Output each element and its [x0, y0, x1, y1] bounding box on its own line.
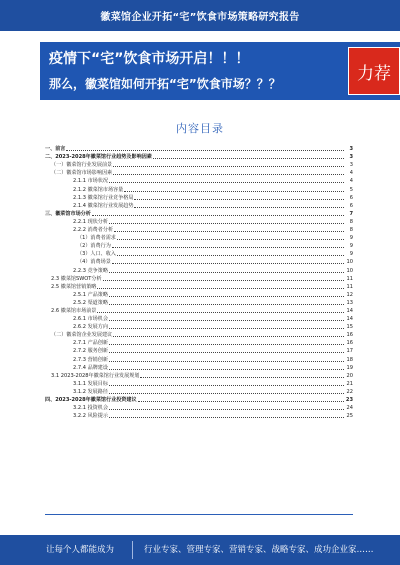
toc-entry-label: （二）徽菜馆市场影响因素	[51, 170, 113, 177]
toc-entry-label: （3）人口、收入	[77, 251, 116, 258]
footer-slogan: 让每个人都能成为	[46, 545, 115, 555]
toc-entry-page: 11	[346, 275, 353, 282]
toc-entry[interactable]	[45, 395, 353, 403]
toc-leader-dots	[97, 312, 344, 313]
brand-badge-label: 力荐	[357, 63, 391, 84]
toc-leader-dots	[103, 280, 344, 281]
toc-entry[interactable]	[45, 233, 353, 241]
toc-entry-page: 7	[349, 210, 353, 217]
toc-entry-label: 2.5 徽菜馆营销策略	[51, 283, 97, 290]
toc-leader-dots	[134, 207, 344, 208]
toc-entry[interactable]	[45, 257, 353, 265]
toc-entry-page: 16	[346, 332, 353, 339]
toc-entry-page: 24	[346, 405, 353, 412]
toc-entry-page: 17	[346, 348, 353, 355]
toc-entry-page: 5	[349, 186, 353, 193]
toc-entry[interactable]	[45, 144, 353, 152]
toc-entry-label: 2.6.2 发展方向	[73, 324, 108, 331]
toc-entry-label: （二）徽菜馆企业发展建议	[51, 332, 113, 339]
toc-entry-label: 三、徽菜馆市场分析	[45, 210, 91, 217]
toc-leader-dots	[114, 231, 344, 232]
toc-entry[interactable]	[45, 176, 353, 184]
toc-entry-label: 2.2.2 消费者分析	[73, 227, 114, 234]
toc-entry[interactable]	[45, 314, 353, 322]
toc-entry[interactable]	[45, 363, 353, 371]
header-bar	[0, 0, 400, 31]
toc-entry-page: 23	[345, 397, 353, 403]
toc-entry-page: 6	[349, 202, 353, 209]
toc-entry-page: 4	[349, 178, 353, 185]
toc-leader-dots	[109, 328, 344, 329]
toc-entry[interactable]	[45, 249, 353, 257]
toc-leader-dots	[112, 263, 344, 264]
toc-entry-label: 3.2.1 投资机会	[73, 405, 108, 412]
toc-entry[interactable]	[45, 346, 353, 354]
toc-leader-dots	[109, 182, 344, 183]
toc-leader-dots	[109, 385, 344, 386]
toc-entry[interactable]	[45, 241, 353, 249]
toc-entry-page: 14	[346, 316, 353, 323]
toc-entry-page: 15	[346, 324, 353, 331]
toc-entry[interactable]	[45, 338, 353, 346]
toc-entry-label: 2.2.1 现状分析	[73, 218, 108, 225]
toc-entry[interactable]	[45, 354, 353, 362]
toc-leader-dots	[109, 409, 344, 410]
toc-entry-label: 2.5.2 渠道策略	[73, 299, 108, 306]
toc-entry-page: 25	[346, 413, 353, 420]
toc-entry[interactable]	[45, 387, 353, 395]
table-of-contents	[45, 144, 353, 419]
toc-entry-page: 22	[346, 388, 353, 395]
toc-entry-label: （一）徽菜馆行业发展前景	[51, 162, 113, 169]
toc-entry-page: 14	[346, 307, 353, 314]
toc-entry-label: 2.7.2 服务创新	[73, 348, 108, 355]
toc-leader-dots	[138, 401, 344, 402]
toc-entry-page: 21	[346, 380, 353, 387]
toc-leader-dots	[117, 255, 344, 256]
toc-entry[interactable]	[45, 411, 353, 419]
toc-heading: 内容目录	[176, 122, 224, 135]
toc-entry-label: （2）消费行为	[77, 243, 111, 250]
toc-leader-dots	[109, 352, 344, 353]
toc-leader-dots	[153, 158, 344, 159]
banner-headline: 疫情下“宅”饮食市场开启！！！	[49, 51, 250, 67]
toc-entry-page: 12	[346, 291, 353, 298]
toc-entry-page: 10	[346, 267, 353, 274]
cover-banner	[40, 42, 400, 100]
toc-entry[interactable]	[45, 209, 353, 217]
toc-leader-dots	[109, 369, 344, 370]
toc-entry[interactable]	[45, 265, 353, 273]
toc-entry-page: 6	[349, 194, 353, 201]
toc-entry[interactable]	[45, 160, 353, 168]
toc-entry-label: 2.7.3 营销创新	[73, 356, 108, 363]
toc-entry[interactable]	[45, 282, 353, 290]
toc-entry-page: 3	[349, 154, 353, 161]
toc-entry[interactable]	[45, 379, 353, 387]
toc-entry-label: 2.5.1 产品策略	[73, 291, 108, 298]
footer-roles: 行业专家、管理专家、营销专家、战略专家、成功企业家……	[144, 545, 374, 555]
toc-leader-dots	[112, 247, 344, 248]
toc-entry[interactable]	[45, 201, 353, 209]
toc-entry-page: 20	[346, 372, 353, 379]
toc-entry[interactable]	[45, 306, 353, 314]
toc-leader-dots	[140, 377, 344, 378]
toc-entry-label: 四、2023-2028年徽菜馆行业投资建议	[45, 397, 137, 403]
toc-entry-label: 2.7.1 产品创新	[73, 340, 108, 347]
toc-leader-dots	[109, 393, 344, 394]
toc-entry-label: （4）消费场景	[77, 259, 111, 266]
toc-entry-label: 3.1.1 发展目标	[73, 380, 108, 387]
toc-entry-page: 8	[349, 218, 353, 225]
toc-entry[interactable]	[45, 217, 353, 225]
toc-entry-page: 4	[349, 170, 353, 177]
toc-entry-label: 2.6.1 市场机会	[73, 316, 108, 323]
footer-divider	[45, 514, 353, 515]
toc-entry[interactable]	[45, 403, 353, 411]
toc-leader-dots	[124, 191, 344, 192]
toc-entry[interactable]	[45, 184, 353, 192]
toc-entry-label: 2.1.4 徽菜馆行业发展趋势	[73, 202, 134, 209]
banner-subheadline: 那么，徽菜馆如何开拓“宅”饮食市场？？？	[49, 77, 281, 91]
toc-entry-page: 10	[346, 259, 353, 266]
toc-entry-label: 2.1.1 市场状况	[73, 178, 108, 185]
toc-leader-dots	[109, 320, 344, 321]
toc-entry-page: 8	[349, 227, 353, 234]
toc-entry-page: 9	[349, 235, 353, 242]
footer-separator	[132, 541, 133, 559]
toc-entry[interactable]	[45, 225, 353, 233]
toc-entry-page: 9	[349, 251, 353, 258]
toc-entry[interactable]	[45, 274, 353, 282]
toc-entry-label: 3.1 2023-2028年徽菜馆行业发展规划	[51, 372, 140, 379]
toc-leader-dots	[109, 223, 344, 224]
toc-entry-label: 2.7.4 品牌建设	[73, 364, 108, 371]
toc-leader-dots	[109, 272, 344, 273]
toc-entry-page: 13	[346, 299, 353, 306]
toc-leader-dots	[97, 288, 344, 289]
toc-entry-page: 19	[346, 364, 353, 371]
toc-leader-dots	[109, 344, 344, 345]
toc-entry[interactable]	[45, 290, 353, 298]
toc-entry[interactable]	[45, 298, 353, 306]
toc-entry-label: 3.1.2 发展路径	[73, 388, 108, 395]
toc-entry[interactable]	[45, 330, 353, 338]
toc-entry-page: 16	[346, 340, 353, 347]
toc-leader-dots	[113, 174, 344, 175]
toc-leader-dots	[92, 215, 344, 216]
toc-leader-dots	[109, 304, 344, 305]
footer-bar	[0, 535, 400, 565]
toc-entry[interactable]	[45, 168, 353, 176]
toc-entry-label: 2.2.3 竞争策略	[73, 267, 108, 274]
toc-entry-label: （1）消费者需求	[77, 235, 116, 242]
toc-entry-label: 二、2023-2028年徽菜馆行业趋势及影响因素	[45, 154, 152, 161]
toc-entry[interactable]	[45, 193, 353, 201]
toc-entry-page: 3	[349, 162, 353, 169]
toc-leader-dots	[117, 239, 344, 240]
toc-entry-label: 2.6 徽菜馆市场前景	[51, 307, 97, 314]
toc-entry-label: 2.1.3 徽菜馆行业竞争格局	[73, 194, 134, 201]
toc-entry[interactable]	[45, 371, 353, 379]
toc-entry[interactable]	[45, 322, 353, 330]
toc-entry-label: 2.1.2 徽菜馆市场容量	[73, 186, 124, 193]
toc-entry-page: 11	[346, 283, 353, 290]
toc-leader-dots	[109, 417, 344, 418]
toc-entry-page: 9	[349, 243, 353, 250]
toc-leader-dots	[113, 166, 344, 167]
toc-leader-dots	[134, 199, 344, 200]
document-title: 徽菜馆企业开拓“宅”饮食市场策略研究报告	[100, 12, 300, 23]
toc-leader-dots	[66, 150, 344, 151]
toc-entry-page: 3	[349, 146, 353, 153]
toc-entry-label: 3.2.2 风险提示	[73, 413, 108, 420]
toc-entry[interactable]	[45, 152, 353, 160]
toc-entry-label: 2.3 徽菜馆SWOT分析	[51, 275, 102, 282]
brand-badge	[348, 47, 400, 95]
toc-leader-dots	[109, 361, 344, 362]
toc-leader-dots	[109, 296, 344, 297]
toc-entry-page: 18	[346, 356, 353, 363]
toc-entry-label: 一、前言	[45, 146, 66, 153]
toc-leader-dots	[113, 336, 344, 337]
